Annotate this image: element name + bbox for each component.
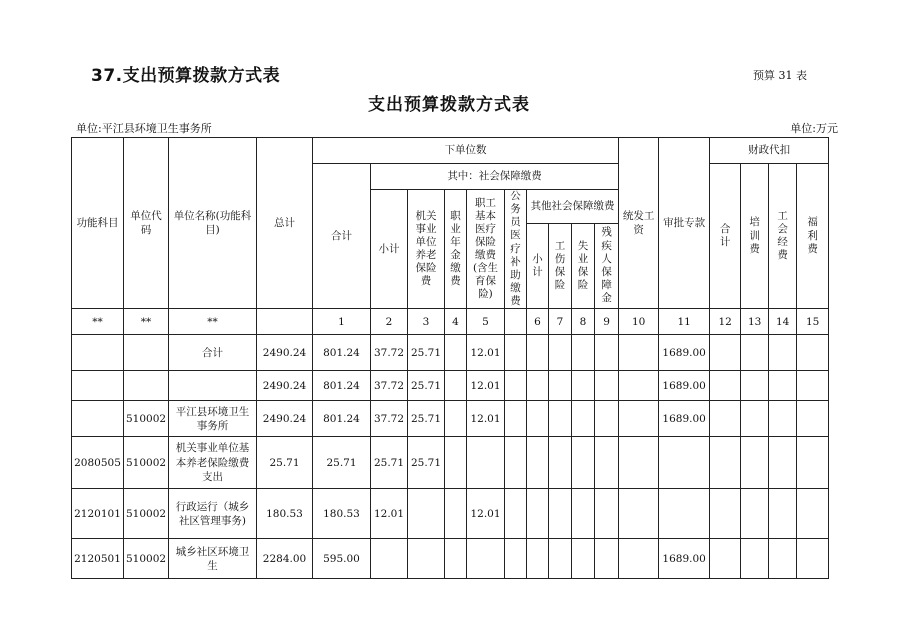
cell-name bbox=[169, 371, 257, 401]
cell-c11: 1689.00 bbox=[659, 401, 710, 437]
cell-c4 bbox=[445, 489, 467, 539]
cell-c11 bbox=[659, 489, 710, 539]
cell-code: 510002 bbox=[124, 539, 169, 579]
cell-c1: 801.24 bbox=[313, 335, 371, 371]
table-row bbox=[72, 489, 829, 539]
cell-c3 bbox=[408, 539, 445, 579]
column-number: 13 bbox=[741, 309, 769, 335]
cell-c2: 25.71 bbox=[371, 437, 408, 489]
column-number: 12 bbox=[710, 309, 741, 335]
cell-c4 bbox=[445, 371, 467, 401]
cell-code bbox=[124, 371, 169, 401]
cell-c5 bbox=[467, 437, 505, 489]
table-row bbox=[72, 539, 829, 579]
cell-c2: 37.72 bbox=[371, 335, 408, 371]
cell-func bbox=[72, 401, 124, 437]
header-civil-medical: 公务员医疗补助缴费 bbox=[505, 190, 527, 309]
column-number: 11 bbox=[659, 309, 710, 335]
cell-name: 合计 bbox=[169, 335, 257, 371]
header-fiscal-deduction: 财政代扣 bbox=[710, 138, 829, 164]
page-title: 支出预算拨款方式表 bbox=[368, 95, 530, 115]
cell-c2 bbox=[371, 539, 408, 579]
cell-name: 行政运行（城乡社区管理事务) bbox=[169, 489, 257, 539]
header-annuity: 职业年金缴费 bbox=[445, 190, 467, 309]
cell-c1: 25.71 bbox=[313, 437, 371, 489]
cell-name: 平江县环境卫生事务所 bbox=[169, 401, 257, 437]
header-unemployment: 失业保险 bbox=[572, 223, 595, 309]
cell-func: 2120501 bbox=[72, 539, 124, 579]
header-approved-special: 审批专款 bbox=[659, 138, 710, 309]
cell-total: 25.71 bbox=[257, 437, 313, 489]
cell-code: 510002 bbox=[124, 489, 169, 539]
header-row-1 bbox=[72, 138, 829, 164]
cell-func bbox=[72, 335, 124, 371]
cell-code bbox=[124, 335, 169, 371]
header-injury: 工伤保险 bbox=[549, 223, 572, 309]
cell-c3 bbox=[408, 489, 445, 539]
cell-c4 bbox=[445, 539, 467, 579]
cell-name: 机关事业单位基本养老保险缴费支出 bbox=[169, 437, 257, 489]
header-unit-code: 单位代码 bbox=[124, 138, 169, 309]
table-row bbox=[72, 371, 829, 401]
header-unit-name: 单位名称(功能科目) bbox=[169, 138, 257, 309]
cell-total: 2490.24 bbox=[257, 335, 313, 371]
column-number: ** bbox=[124, 309, 169, 335]
cell-func: 2080505 bbox=[72, 437, 124, 489]
cell-c5: 12.01 bbox=[467, 335, 505, 371]
header-lower-unit: 下单位数 bbox=[313, 138, 619, 164]
cell-c11 bbox=[659, 437, 710, 489]
cell-c11: 1689.00 bbox=[659, 539, 710, 579]
cell-c3: 25.71 bbox=[408, 401, 445, 437]
column-number: 15 bbox=[797, 309, 829, 335]
column-number: 6 bbox=[527, 309, 549, 335]
cell-c4 bbox=[445, 401, 467, 437]
cell-total: 2490.24 bbox=[257, 401, 313, 437]
header-subtotal-main: 合计 bbox=[313, 164, 371, 309]
cell-c1: 801.24 bbox=[313, 371, 371, 401]
table-row bbox=[72, 401, 829, 437]
column-number: 8 bbox=[572, 309, 595, 335]
cell-total: 180.53 bbox=[257, 489, 313, 539]
column-number: 14 bbox=[769, 309, 797, 335]
cell-c5: 12.01 bbox=[467, 489, 505, 539]
column-number: 5 bbox=[467, 309, 505, 335]
cell-name: 城乡社区环境卫生 bbox=[169, 539, 257, 579]
cell-c3: 25.71 bbox=[408, 371, 445, 401]
cell-c11: 1689.00 bbox=[659, 371, 710, 401]
header-medical: 职工基本医疗保险缴费(含生育保险) bbox=[467, 190, 505, 309]
budget-table bbox=[71, 137, 829, 579]
table-row bbox=[72, 437, 829, 489]
cell-total: 2490.24 bbox=[257, 371, 313, 401]
cell-c4 bbox=[445, 335, 467, 371]
header-other-ss: 其他社会保障缴费 bbox=[527, 190, 619, 224]
header-disabled: 残疾人保障金 bbox=[595, 223, 619, 309]
column-number bbox=[257, 309, 313, 335]
cell-c3: 25.71 bbox=[408, 335, 445, 371]
cell-c5: 12.01 bbox=[467, 371, 505, 401]
header-union: 工会经费 bbox=[769, 164, 797, 309]
column-number: 7 bbox=[549, 309, 572, 335]
section-heading: 37.支出预算拨款方式表 bbox=[91, 66, 281, 86]
column-number-row bbox=[72, 309, 829, 335]
cell-c2: 12.01 bbox=[371, 489, 408, 539]
column-number: ** bbox=[169, 309, 257, 335]
cell-c11: 1689.00 bbox=[659, 335, 710, 371]
table-row bbox=[72, 335, 829, 371]
cell-func: 2120101 bbox=[72, 489, 124, 539]
cell-c5 bbox=[467, 539, 505, 579]
cell-code: 510002 bbox=[124, 437, 169, 489]
header-func-subject: 功能科目 bbox=[72, 138, 124, 309]
column-number: 3 bbox=[408, 309, 445, 335]
header-other-subtotal: 小计 bbox=[527, 223, 549, 309]
column-number: 1 bbox=[313, 309, 371, 335]
currency-unit-label: 单位:万元 bbox=[790, 122, 838, 135]
header-social-security: 其中：社会保障缴费 bbox=[371, 164, 619, 190]
column-number bbox=[505, 309, 527, 335]
column-number: ** bbox=[72, 309, 124, 335]
header-pension: 机关事业单位养老保险费 bbox=[408, 190, 445, 309]
cell-code: 510002 bbox=[124, 401, 169, 437]
cell-c1: 801.24 bbox=[313, 401, 371, 437]
cell-c1: 180.53 bbox=[313, 489, 371, 539]
cell-c4 bbox=[445, 437, 467, 489]
column-number: 9 bbox=[595, 309, 619, 335]
header-fiscal-total: 合计 bbox=[710, 164, 741, 309]
header-total: 总计 bbox=[257, 138, 313, 309]
unit-label: 单位:平江县环境卫生事务所 bbox=[76, 122, 212, 135]
header-training: 培训费 bbox=[741, 164, 769, 309]
cell-func bbox=[72, 371, 124, 401]
column-number: 2 bbox=[371, 309, 408, 335]
header-subtotal-ss: 小计 bbox=[371, 190, 408, 309]
column-number: 4 bbox=[445, 309, 467, 335]
cell-c1: 595.00 bbox=[313, 539, 371, 579]
cell-c2: 37.72 bbox=[371, 401, 408, 437]
table-number: 预算 31 表 bbox=[753, 69, 807, 82]
header-welfare: 福利费 bbox=[797, 164, 829, 309]
cell-c2: 37.72 bbox=[371, 371, 408, 401]
header-unified-salary: 统发工资 bbox=[619, 138, 659, 309]
cell-c3: 25.71 bbox=[408, 437, 445, 489]
column-number: 10 bbox=[619, 309, 659, 335]
cell-total: 2284.00 bbox=[257, 539, 313, 579]
cell-c5: 12.01 bbox=[467, 401, 505, 437]
